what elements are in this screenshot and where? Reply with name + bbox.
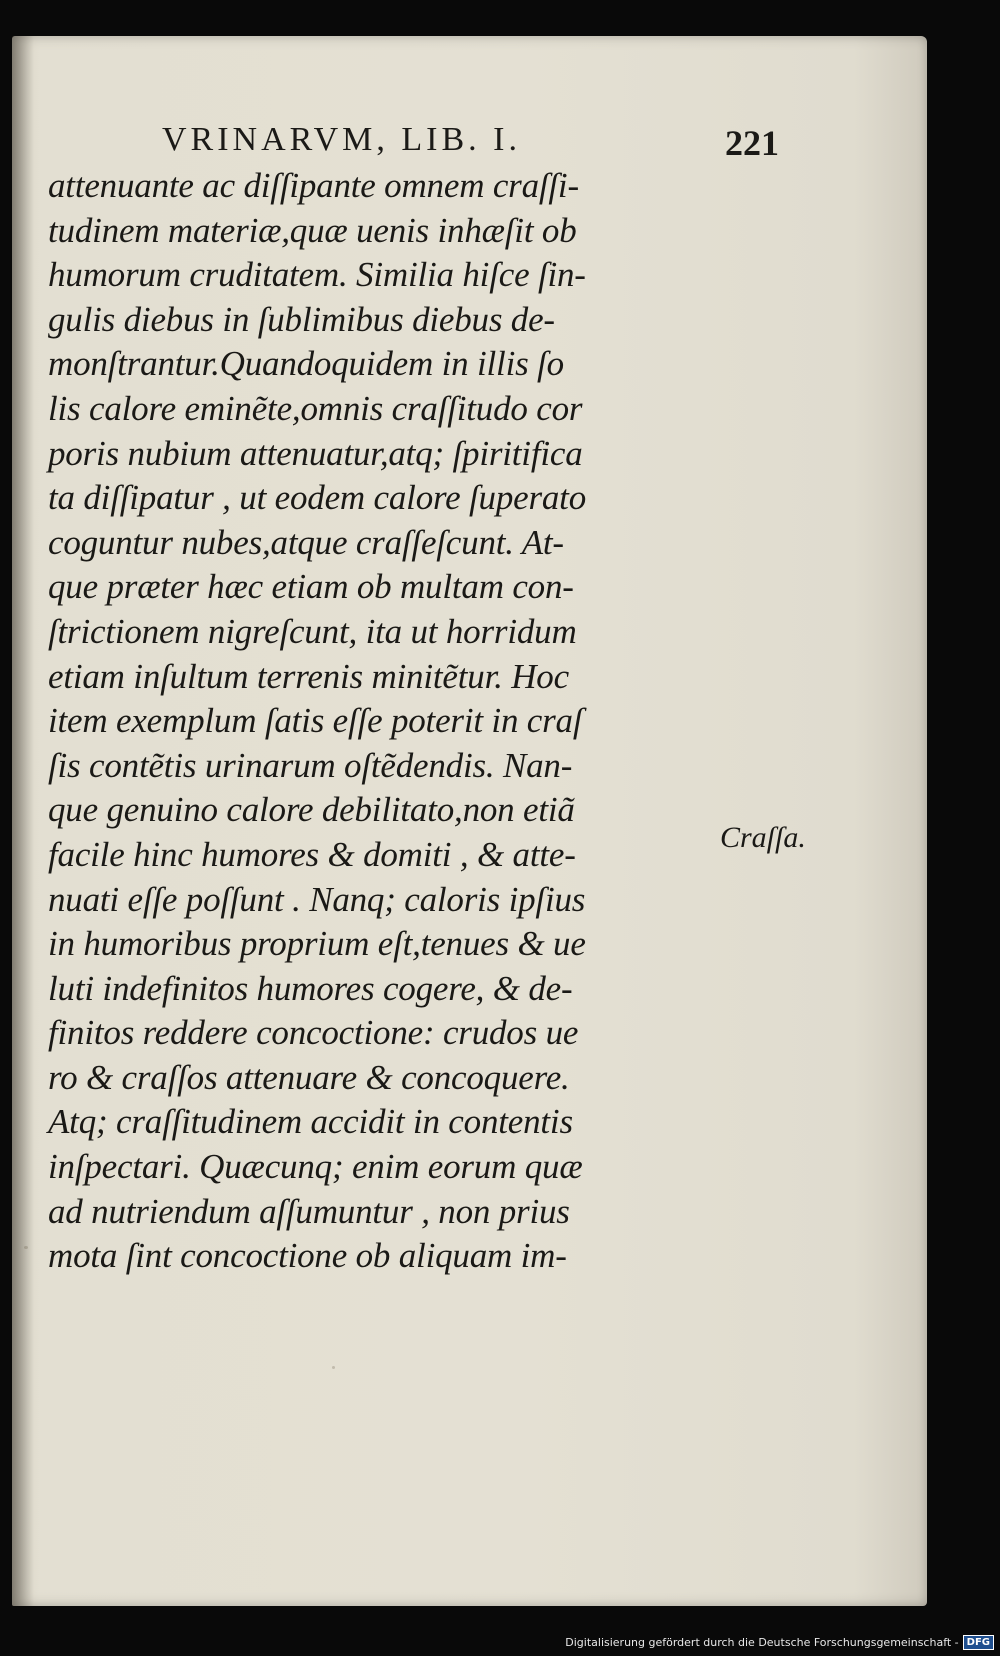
gutter-shadow bbox=[12, 36, 34, 1606]
digitization-credit bbox=[565, 1635, 994, 1650]
dfg-logo: DFG bbox=[963, 1635, 994, 1650]
text-line: poris nubium attenuatur,atq; ſpiritifica bbox=[48, 433, 583, 473]
text-line: lis calore eminẽte,omnis craſſitudo cor bbox=[48, 388, 583, 428]
text-line: item exemplum ſatis eſſe poterit in craſ bbox=[48, 701, 583, 741]
text-line: ſtrictionem nigreſcunt, ita ut horridum bbox=[48, 611, 577, 651]
text-line: ad nutriendum aſſumuntur , non prius bbox=[48, 1191, 570, 1231]
credit-text: Digitalisierung gefördert durch die Deutsche Forschungsgemeinschaft - bbox=[565, 1636, 959, 1649]
text-line: que genuino calore debilitato,non etiã bbox=[48, 790, 575, 830]
text-line: mota ſint concoctione ob aliquam im- bbox=[48, 1236, 567, 1276]
text-line: ta diſſipatur , ut eodem calore ſuperato bbox=[48, 478, 587, 518]
marginal-note: Craſſa. bbox=[720, 821, 806, 854]
text-line: luti indefinitos humores cogere, & de- bbox=[48, 968, 573, 1008]
paper-speck bbox=[332, 1366, 335, 1369]
body-text bbox=[48, 164, 748, 1279]
text-line: in humoribus proprium eſt,tenues & ue bbox=[48, 924, 586, 964]
text-line: inſpectari. Quæcunq; enim eorum quæ bbox=[48, 1147, 583, 1187]
book-page bbox=[12, 36, 927, 1606]
paper-speck bbox=[24, 1246, 28, 1249]
text-line: attenuante ac diſſipante omnem craſſi- bbox=[48, 166, 579, 205]
running-head: VRINARVM, LIB. I. bbox=[162, 121, 521, 158]
text-line: etiam inſultum terrenis minitẽtur. Hoc bbox=[48, 656, 569, 696]
page-number: 221 bbox=[725, 123, 779, 163]
text-line: tudinem materiæ,quæ uenis inhæſit ob bbox=[48, 210, 577, 250]
text-line: nuati eſſe poſſunt . Nanq; caloris ipſius bbox=[48, 879, 586, 919]
text-line: ro & craſſos attenuare & concoquere. bbox=[48, 1057, 570, 1097]
text-line: coguntur nubes,atque craſſeſcunt. At- bbox=[48, 522, 564, 562]
text-line: facile hinc humores & domiti , & atte- bbox=[48, 834, 576, 874]
text-line: humorum cruditatem. Similia hiſce ſin- bbox=[48, 255, 586, 295]
text-line: monſtrantur.Quandoquidem in illis ſo bbox=[48, 344, 564, 384]
text-line: que præter hæc etiam ob multam con- bbox=[48, 567, 574, 607]
text-line: finitos reddere concoctione: crudos ue bbox=[48, 1013, 579, 1053]
text-line: gulis diebus in ſublimibus diebus de- bbox=[48, 299, 555, 339]
text-line: Atq; craſſitudinem accidit in contentis bbox=[48, 1102, 573, 1142]
text-line: ſis contẽtis urinarum oſtẽdendis. Nan- bbox=[48, 745, 573, 785]
